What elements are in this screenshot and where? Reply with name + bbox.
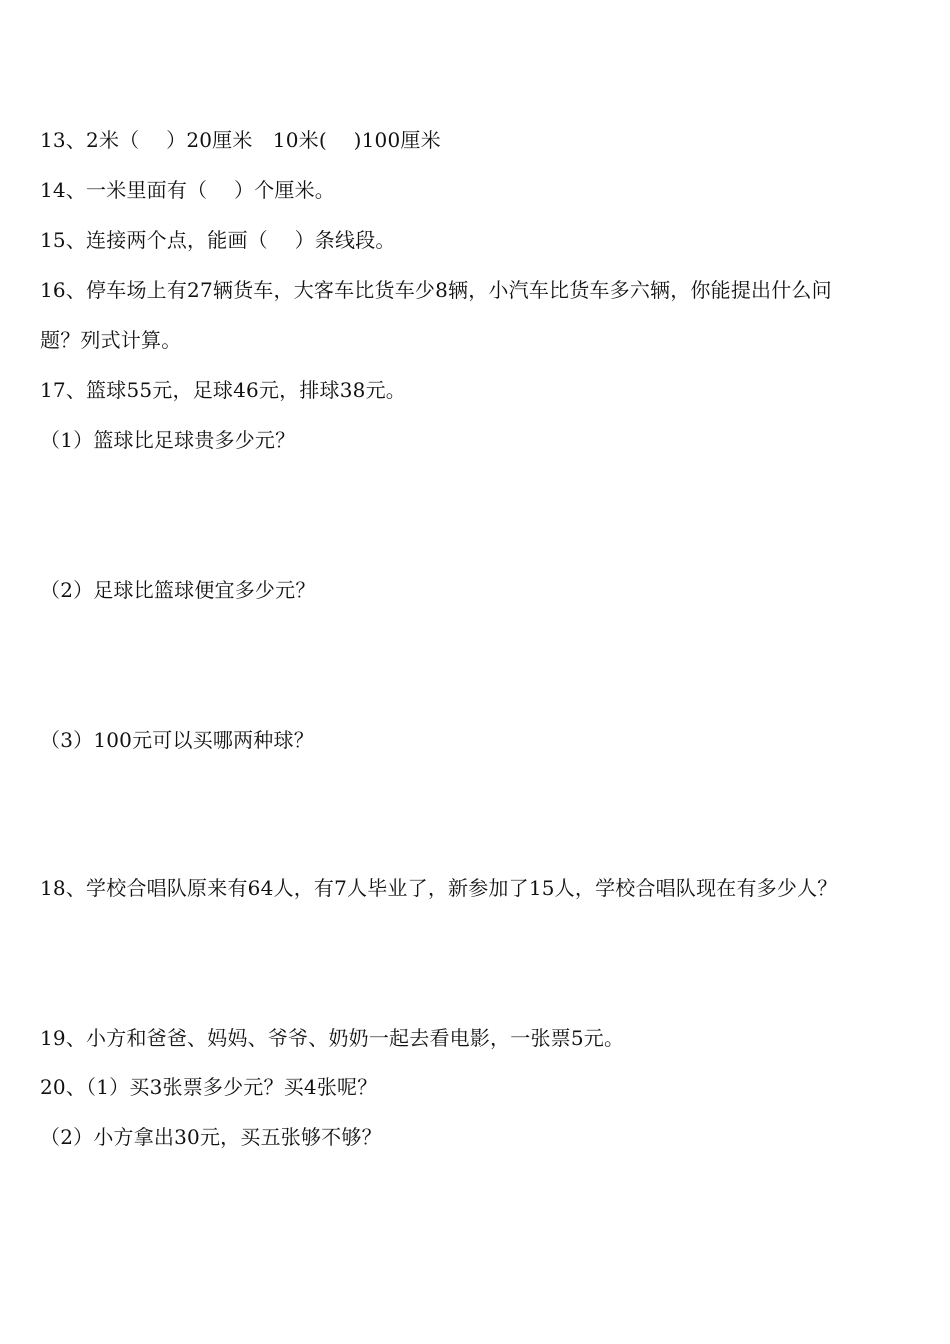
question-17-part-1: （1）篮球比足球贵多少元？ — [40, 428, 296, 452]
question-17-part-3: （3）100元可以买哪两种球？ — [40, 728, 314, 752]
question-19: 19、小方和爸爸、妈妈、爷爷、奶奶一起去看电影，一张票5元。 — [40, 1026, 625, 1050]
question-15: 15、连接两个点，能画（ ）条线段。 — [40, 228, 396, 252]
question-20-part-2: （2）小方拿出30元，买五张够不够？ — [40, 1125, 382, 1149]
question-14: 14、一米里面有（ ）个厘米。 — [40, 178, 336, 202]
question-20: 20、（1）买3张票多少元？买4张呢？ — [40, 1075, 378, 1099]
question-17: 17、篮球55元，足球46元，排球38元。 — [40, 378, 406, 402]
question-17-part-2: （2）足球比篮球便宜多少元？ — [40, 578, 316, 602]
question-13: 13、2米（ ）20厘米 10米( )100厘米 — [40, 128, 441, 152]
question-16-line-1: 16、停车场上有27辆货车，大客车比货车少8辆，小汽车比货车多六辆，你能提出什么问 — [40, 278, 832, 302]
question-18: 18、学校合唱队原来有64人，有7人毕业了，新参加了15人，学校合唱队现在有多少人？ — [40, 876, 838, 900]
question-16-line-2: 题？列式计算。 — [40, 328, 182, 352]
